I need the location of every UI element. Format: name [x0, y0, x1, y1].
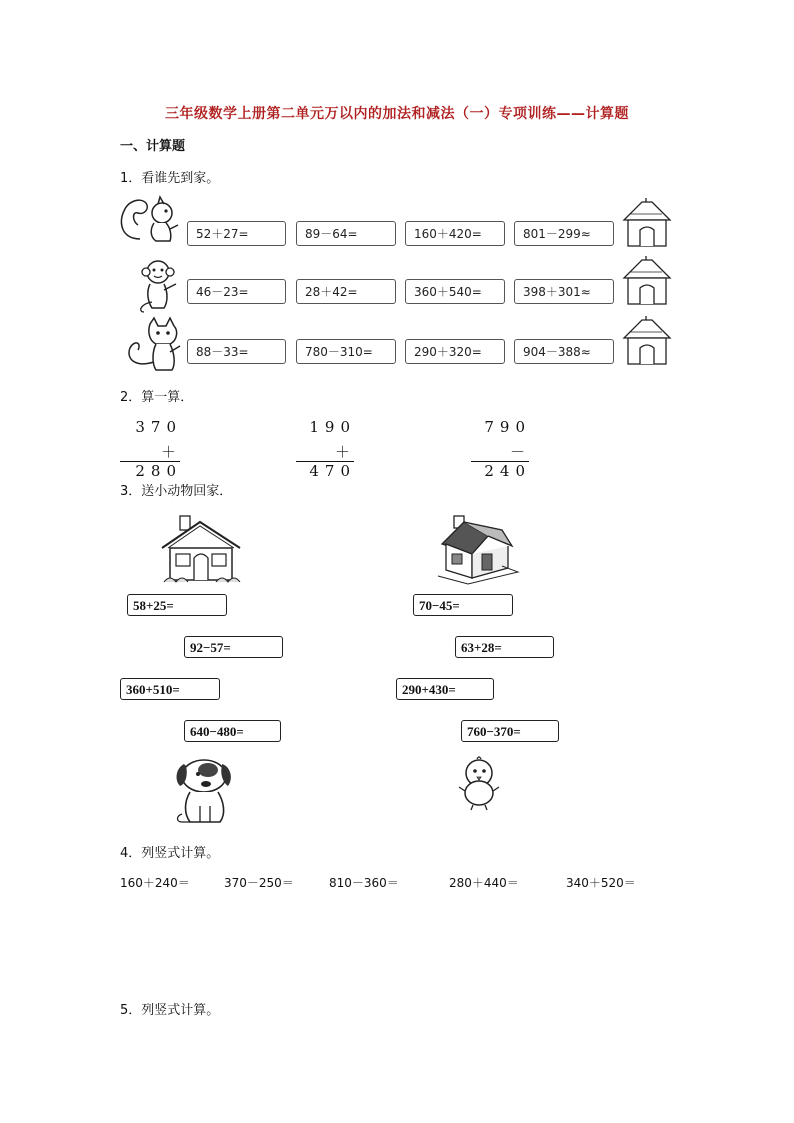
answer-line	[296, 461, 354, 462]
page-title: 三年级数学上册第二单元万以内的加法和减法（一）专项训练——计算题	[165, 106, 629, 122]
house-icon	[620, 316, 672, 366]
vertical-top-number: 190	[309, 418, 356, 436]
house-icon	[620, 198, 672, 248]
dog-icon	[170, 756, 240, 826]
equation-box: 780－310=	[296, 339, 396, 364]
answer-box: 290+430=	[396, 678, 494, 700]
equation-box: 160＋420=	[405, 221, 505, 246]
equation-box: 290＋320=	[405, 339, 505, 364]
answer-box: 63+28=	[455, 636, 554, 658]
answer-box: 360+510=	[120, 678, 220, 700]
answer-box: 58+25=	[127, 594, 227, 616]
vertical-top-number: 790	[484, 418, 531, 436]
vertical-calc-item: 810－360＝	[329, 876, 399, 890]
vertical-calc-item: 160＋240＝	[120, 876, 190, 890]
equation-box: 398＋301≈	[514, 279, 614, 304]
house-icon	[160, 512, 242, 584]
answer-box: 70−45=	[413, 594, 513, 616]
house-icon	[438, 514, 520, 584]
section-heading: 一、计算题	[120, 139, 186, 154]
equation-box: 52＋27=	[187, 221, 286, 246]
answer-box: 640−480=	[184, 720, 281, 742]
house-icon	[620, 256, 672, 306]
vertical-bottom-number: ＋470	[309, 443, 356, 480]
vertical-bottom-number: ＋280	[135, 443, 182, 480]
question-1-label: 1．看谁先到家。	[120, 171, 220, 186]
equation-box: 360＋540=	[405, 279, 505, 304]
equation-box: 89－64=	[296, 221, 396, 246]
question-5-label: 5．列竖式计算。	[120, 1003, 220, 1018]
equation-box: 46－23=	[187, 279, 286, 304]
answer-box: 760−370=	[461, 720, 559, 742]
vertical-calc-item: 280＋440＝	[449, 876, 519, 890]
answer-box: 92−57=	[184, 636, 283, 658]
question-4-label: 4．列竖式计算。	[120, 846, 220, 861]
vertical-top-number: 370	[135, 418, 182, 436]
answer-line	[120, 461, 180, 462]
equation-box: 88－33=	[187, 339, 286, 364]
cat-icon	[120, 318, 184, 374]
equation-box: 801－299≈	[514, 221, 614, 246]
vertical-bottom-number: －240	[484, 443, 531, 480]
question-2-label: 2．算一算．	[120, 390, 194, 405]
equation-box: 28＋42=	[296, 279, 396, 304]
answer-line	[471, 461, 529, 462]
vertical-calc-item: 370－250＝	[224, 876, 294, 890]
equation-box: 904－388≈	[514, 339, 614, 364]
monkey-icon	[134, 258, 182, 314]
vertical-calc-item: 340＋520＝	[566, 876, 636, 890]
chick-icon	[455, 755, 503, 811]
question-3-label: 3．送小动物回家．	[120, 484, 233, 499]
squirrel-icon	[118, 195, 184, 247]
